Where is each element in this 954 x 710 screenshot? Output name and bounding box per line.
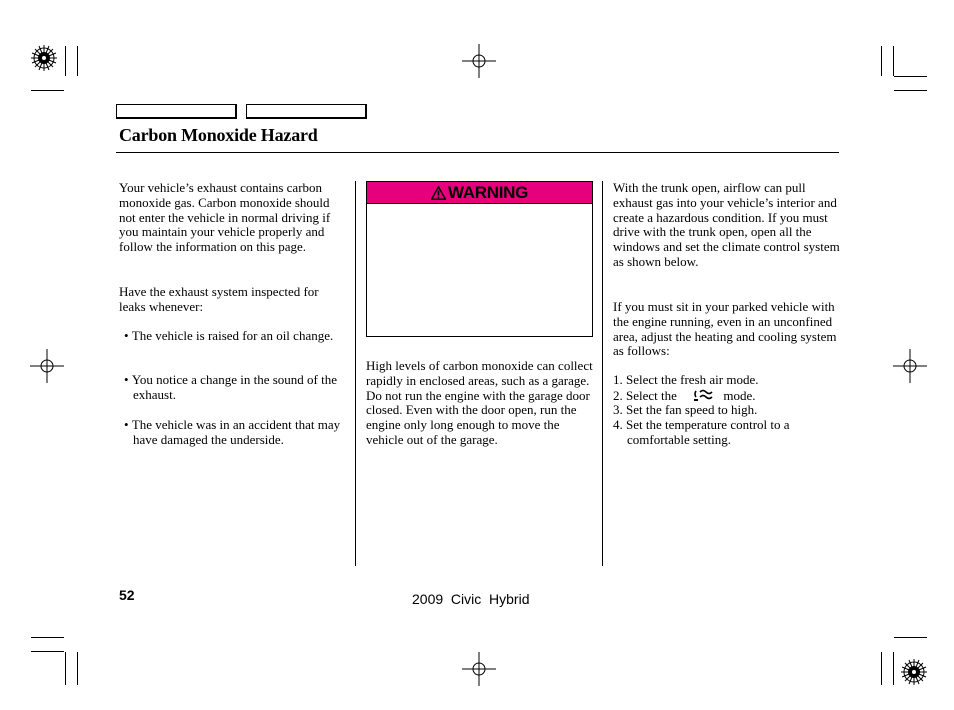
step-number: 2. <box>613 388 623 403</box>
column-divider <box>602 181 603 566</box>
crop-mark <box>31 90 64 91</box>
title-rule <box>116 152 839 153</box>
vent-mode-icon <box>680 388 720 402</box>
garage-paragraph: High levels of carbon monoxide can collect rapidly in enclosed areas, such as a garage. Do not run the engine with the garage door closed. Even with the door open, run the engine only long enough to move the vehicle out of the garage. <box>366 358 593 447</box>
registration-target-icon <box>900 658 928 686</box>
crop-mark <box>77 46 78 76</box>
crop-mark <box>77 652 78 685</box>
column-divider <box>355 181 356 566</box>
footer-model: 2009 Civic Hybrid <box>412 591 530 607</box>
step-item <box>613 403 841 418</box>
crop-mark <box>894 90 927 91</box>
bullet-item: • You notice a change in the sound of the exhaust. <box>124 372 338 402</box>
crop-mark <box>881 46 882 76</box>
step-number: 3. <box>613 402 623 417</box>
crosshair-mark-icon <box>893 349 927 383</box>
trunk-paragraph: With the trunk open, airflow can pull exhaust gas into your vehicle’s interior and create a hazardous condition. If you must drive with the trunk open, open all the windows and set the climate control system as shown below. <box>613 180 840 269</box>
step-text: Select the <box>626 388 677 403</box>
crop-mark <box>893 46 894 76</box>
bullet-item: • The vehicle was in an accident that may have damaged the underside. <box>124 417 341 447</box>
bullet-text: The vehicle is raised for an oil change. <box>131 328 334 343</box>
section-tab-box <box>116 104 237 119</box>
warning-header <box>366 181 593 204</box>
warning-box <box>366 203 593 337</box>
crop-mark <box>894 637 927 638</box>
crop-mark <box>894 76 927 77</box>
intro-paragraph: Your vehicle’s exhaust contains carbon monoxide gas. Carbon monoxide should not enter the vehicle in normal driving if you maintain your vehicle properly and follow the information on this page. <box>119 180 331 255</box>
crosshair-mark-icon <box>462 652 496 686</box>
step-text: Set the temperature control to a comfortable setting. <box>626 417 790 447</box>
crosshair-mark-icon <box>462 44 496 78</box>
bullet-text: The vehicle was in an accident that may have damaged the underside. <box>131 417 341 447</box>
step-number: 4. <box>613 417 623 432</box>
crop-mark <box>893 652 894 685</box>
step-text: mode. <box>723 388 756 403</box>
page-number: 52 <box>119 587 135 603</box>
registration-target-icon <box>30 44 58 72</box>
step-text: Select the fresh air mode. <box>626 372 759 387</box>
step-number: 1. <box>613 372 623 387</box>
warning-triangle-icon <box>431 186 446 200</box>
crop-mark <box>31 637 64 638</box>
crop-mark <box>881 652 882 685</box>
parked-paragraph: If you must sit in your parked vehicle with the engine running, even in an unconfined area, adjust the heating and cooling system as follows: <box>613 299 837 359</box>
page-title: Carbon Monoxide Hazard <box>119 125 318 145</box>
crosshair-mark-icon <box>30 349 64 383</box>
crop-mark <box>31 651 64 652</box>
bullet-text: You notice a change in the sound of the exhaust. <box>131 372 338 402</box>
section-tab-box <box>246 104 367 119</box>
step-item <box>613 418 841 448</box>
bullet-item: • The vehicle is raised for an oil change. <box>124 328 334 343</box>
crop-mark <box>65 46 66 76</box>
step-item <box>613 373 841 388</box>
warning-label: WARNING <box>447 182 529 202</box>
inspect-intro-paragraph: Have the exhaust system inspected for leaks whenever: <box>119 284 319 314</box>
crop-mark <box>65 652 66 685</box>
step-text: Set the fan speed to high. <box>626 402 758 417</box>
